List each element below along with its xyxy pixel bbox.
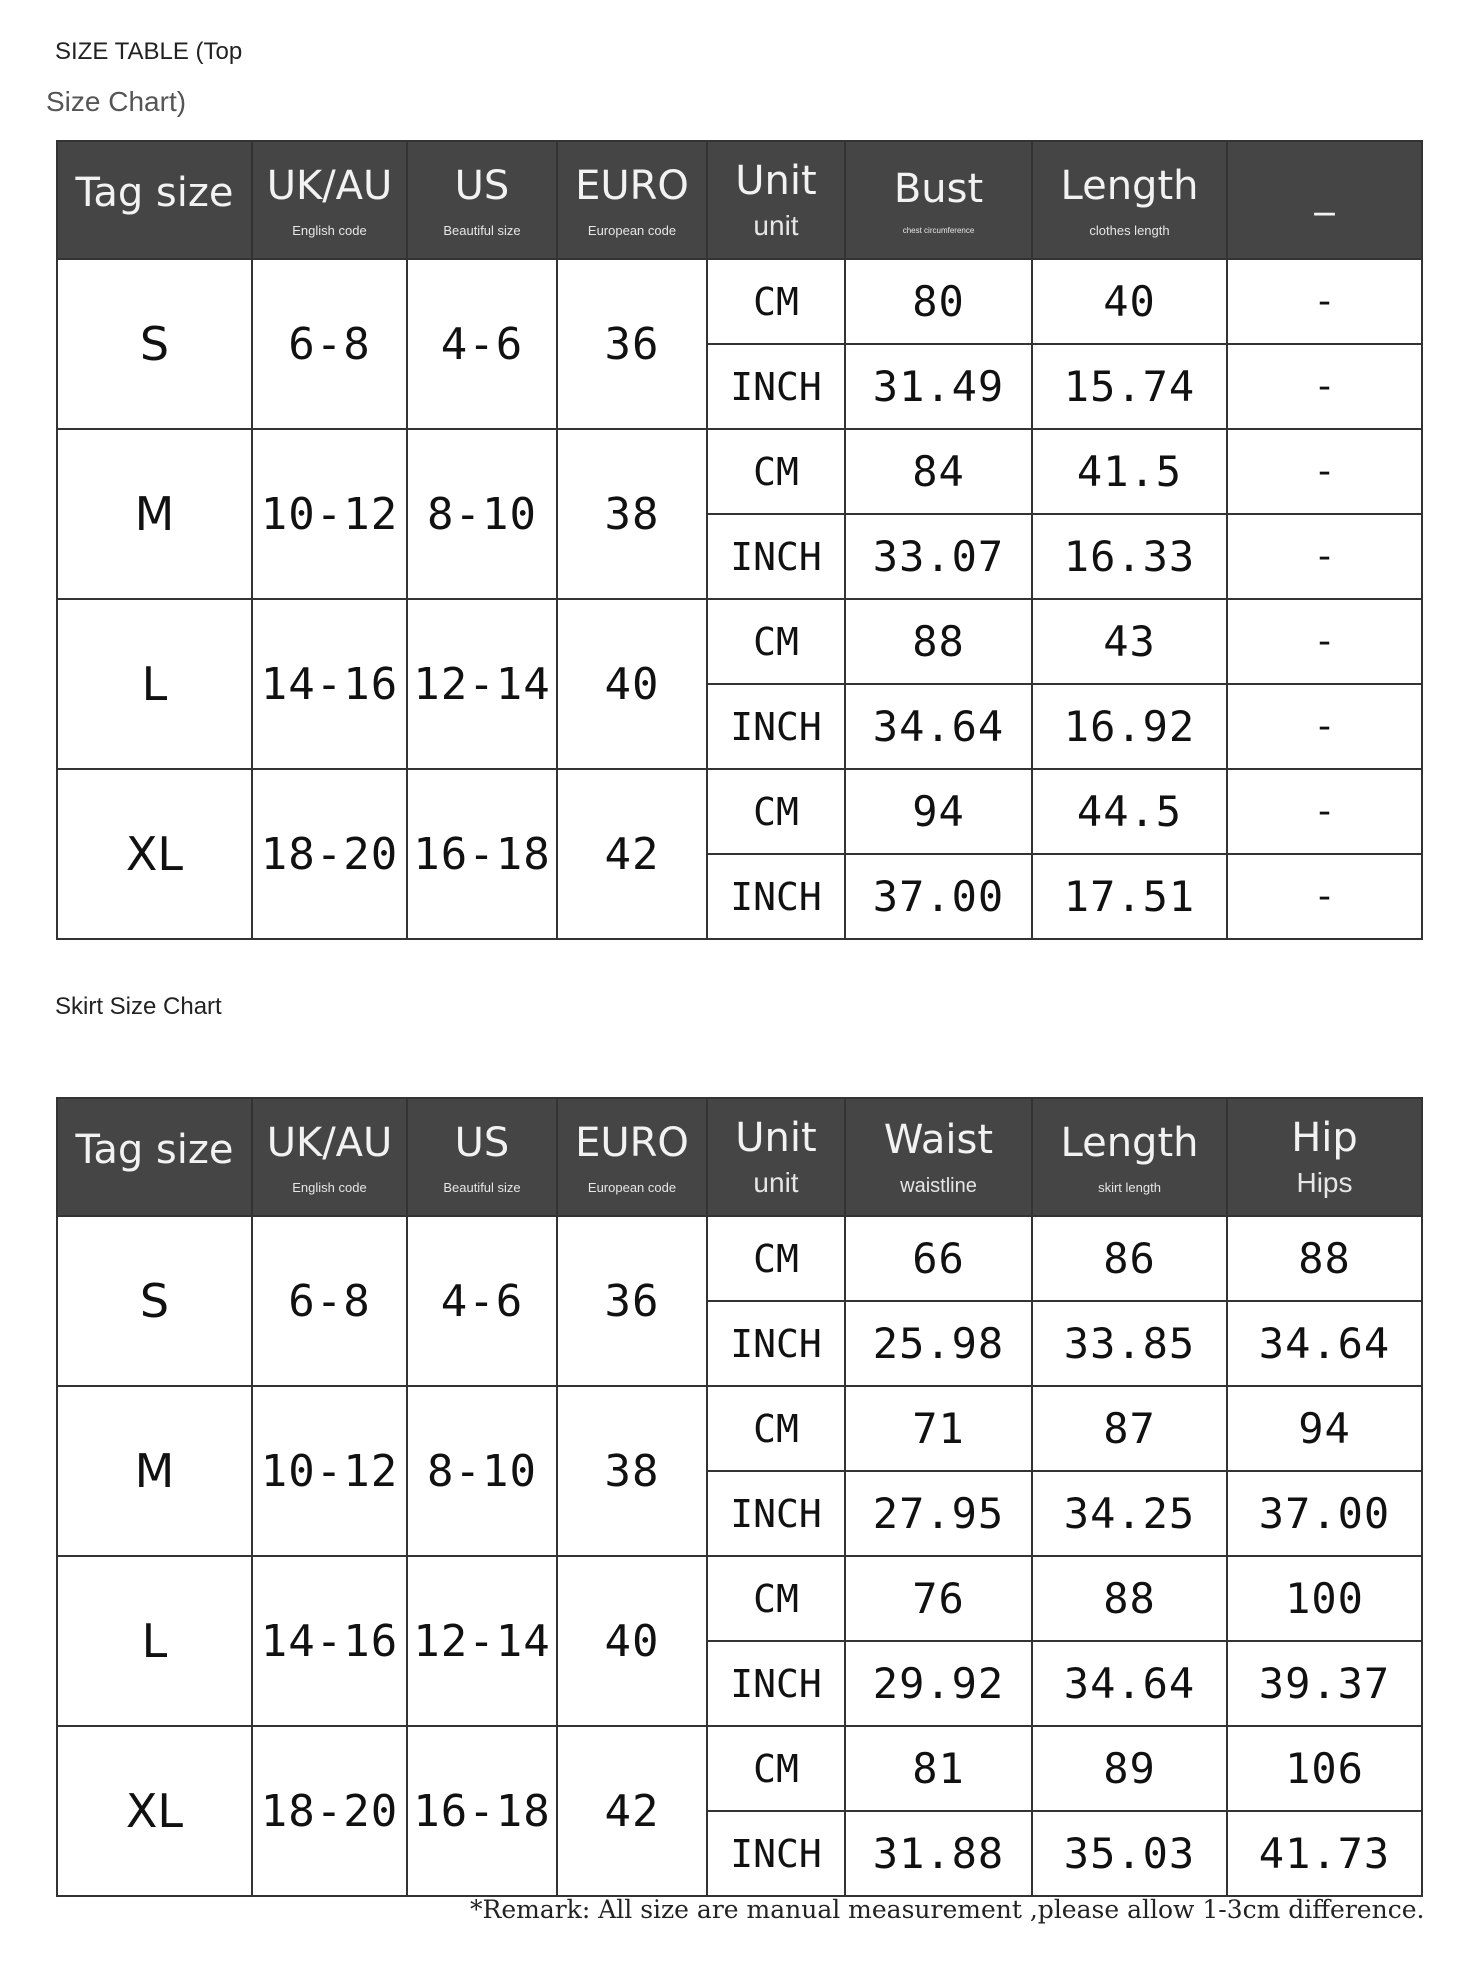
table-row xyxy=(57,599,1422,684)
euro-cell: 40 xyxy=(557,1556,707,1726)
measure-cell: 89 xyxy=(1032,1726,1227,1811)
us-cell: 8-10 xyxy=(407,1386,557,1556)
header-waist: Waist waistline xyxy=(845,1098,1032,1216)
measure-cell: - xyxy=(1227,854,1422,939)
euro-cell: 36 xyxy=(557,1216,707,1386)
measure-cell: 81 xyxy=(845,1726,1032,1811)
unit-cell: CM xyxy=(707,599,845,684)
skirt-size-table xyxy=(56,1097,1423,1897)
header-extra: _ xyxy=(1227,141,1422,259)
table-row xyxy=(57,1556,1422,1641)
uk-au-cell: 14-16 xyxy=(252,1556,407,1726)
header-row xyxy=(57,141,1422,259)
uk-au-cell: 10-12 xyxy=(252,429,407,599)
uk-au-cell: 10-12 xyxy=(252,1386,407,1556)
table-row xyxy=(57,769,1422,854)
measure-cell: 16.33 xyxy=(1032,514,1227,599)
skirt-table-body xyxy=(57,1216,1422,1896)
table-row xyxy=(57,259,1422,344)
measure-cell: 76 xyxy=(845,1556,1032,1641)
tag-size-cell: M xyxy=(57,429,252,599)
measure-cell: 15.74 xyxy=(1032,344,1227,429)
euro-cell: 36 xyxy=(557,259,707,429)
unit-cell: CM xyxy=(707,429,845,514)
unit-cell: CM xyxy=(707,1726,845,1811)
measure-cell: 106 xyxy=(1227,1726,1422,1811)
measure-cell: 84 xyxy=(845,429,1032,514)
measure-cell: 88 xyxy=(1227,1216,1422,1301)
unit-cell: CM xyxy=(707,769,845,854)
unit-cell: INCH xyxy=(707,1641,845,1726)
euro-cell: 42 xyxy=(557,769,707,939)
measure-cell: - xyxy=(1227,344,1422,429)
remark-note: *Remark: All size are manual measurement ,please allow 1-3cm difference. xyxy=(470,1895,1425,1924)
measure-cell: - xyxy=(1227,514,1422,599)
measure-cell: 34.64 xyxy=(845,684,1032,769)
measure-cell: 100 xyxy=(1227,1556,1422,1641)
us-cell: 8-10 xyxy=(407,429,557,599)
measure-cell: 88 xyxy=(845,599,1032,684)
header-us: US Beautiful size xyxy=(407,141,557,259)
header-length: Length clothes length xyxy=(1032,141,1227,259)
measure-cell: 33.85 xyxy=(1032,1301,1227,1386)
header-us: US Beautiful size xyxy=(407,1098,557,1216)
unit-cell: CM xyxy=(707,1556,845,1641)
table-row xyxy=(57,429,1422,514)
measure-cell: - xyxy=(1227,684,1422,769)
tag-size-cell: XL xyxy=(57,769,252,939)
measure-cell: 29.92 xyxy=(845,1641,1032,1726)
us-cell: 12-14 xyxy=(407,1556,557,1726)
measure-cell: 35.03 xyxy=(1032,1811,1227,1896)
unit-cell: INCH xyxy=(707,1471,845,1556)
header-uk-au: UK/AU English code xyxy=(252,141,407,259)
tag-size-cell: S xyxy=(57,259,252,429)
measure-cell: 17.51 xyxy=(1032,854,1227,939)
measure-cell: 87 xyxy=(1032,1386,1227,1471)
measure-cell: 43 xyxy=(1032,599,1227,684)
measure-cell: 31.49 xyxy=(845,344,1032,429)
tag-size-cell: XL xyxy=(57,1726,252,1896)
header-row xyxy=(57,1098,1422,1216)
uk-au-cell: 6-8 xyxy=(252,259,407,429)
top-size-chart-caption: Size Chart) xyxy=(46,86,187,117)
measure-cell: 44.5 xyxy=(1032,769,1227,854)
us-cell: 16-18 xyxy=(407,769,557,939)
unit-cell: CM xyxy=(707,1386,845,1471)
measure-cell: 31.88 xyxy=(845,1811,1032,1896)
measure-cell: 41.5 xyxy=(1032,429,1227,514)
measure-cell: 16.92 xyxy=(1032,684,1227,769)
top-size-table xyxy=(56,140,1423,940)
header-tag-size: Tag size xyxy=(57,1098,252,1216)
measure-cell: - xyxy=(1227,259,1422,344)
us-cell: 4-6 xyxy=(407,1216,557,1386)
measure-cell: 37.00 xyxy=(1227,1471,1422,1556)
euro-cell: 40 xyxy=(557,599,707,769)
measure-cell: 94 xyxy=(1227,1386,1422,1471)
unit-cell: INCH xyxy=(707,854,845,939)
measure-cell: - xyxy=(1227,599,1422,684)
us-cell: 12-14 xyxy=(407,599,557,769)
table-row xyxy=(57,1726,1422,1811)
header-bust: Bust chest circumference xyxy=(845,141,1032,259)
euro-cell: 38 xyxy=(557,429,707,599)
top-size-table-caption: SIZE TABLE (Top xyxy=(55,38,243,65)
measure-cell: 88 xyxy=(1032,1556,1227,1641)
measure-cell: 66 xyxy=(845,1216,1032,1301)
header-uk-au: UK/AU English code xyxy=(252,1098,407,1216)
table-row xyxy=(57,1386,1422,1471)
table-row xyxy=(57,1216,1422,1301)
unit-cell: CM xyxy=(707,1216,845,1301)
measure-cell: 39.37 xyxy=(1227,1641,1422,1726)
us-cell: 16-18 xyxy=(407,1726,557,1896)
measure-cell: 34.64 xyxy=(1227,1301,1422,1386)
uk-au-cell: 18-20 xyxy=(252,769,407,939)
tag-size-cell: S xyxy=(57,1216,252,1386)
uk-au-cell: 14-16 xyxy=(252,599,407,769)
measure-cell: 86 xyxy=(1032,1216,1227,1301)
header-hip: Hip Hips xyxy=(1227,1098,1422,1216)
header-euro: EURO European code xyxy=(557,1098,707,1216)
header-length: Length skirt length xyxy=(1032,1098,1227,1216)
header-unit: Unit unit xyxy=(707,141,845,259)
unit-cell: INCH xyxy=(707,344,845,429)
measure-cell: 27.95 xyxy=(845,1471,1032,1556)
measure-cell: - xyxy=(1227,429,1422,514)
measure-cell: - xyxy=(1227,769,1422,854)
header-euro: EURO European code xyxy=(557,141,707,259)
tag-size-cell: M xyxy=(57,1386,252,1556)
measure-cell: 34.25 xyxy=(1032,1471,1227,1556)
measure-cell: 37.00 xyxy=(845,854,1032,939)
unit-cell: INCH xyxy=(707,514,845,599)
unit-cell: INCH xyxy=(707,684,845,769)
header-tag-size: Tag size xyxy=(57,141,252,259)
measure-cell: 80 xyxy=(845,259,1032,344)
measure-cell: 94 xyxy=(845,769,1032,854)
unit-cell: INCH xyxy=(707,1811,845,1896)
measure-cell: 40 xyxy=(1032,259,1227,344)
measure-cell: 25.98 xyxy=(845,1301,1032,1386)
measure-cell: 41.73 xyxy=(1227,1811,1422,1896)
uk-au-cell: 6-8 xyxy=(252,1216,407,1386)
tag-size-cell: L xyxy=(57,599,252,769)
top-table-body xyxy=(57,259,1422,939)
uk-au-cell: 18-20 xyxy=(252,1726,407,1896)
euro-cell: 38 xyxy=(557,1386,707,1556)
measure-cell: 33.07 xyxy=(845,514,1032,599)
measure-cell: 34.64 xyxy=(1032,1641,1227,1726)
unit-cell: INCH xyxy=(707,1301,845,1386)
us-cell: 4-6 xyxy=(407,259,557,429)
measure-cell: 71 xyxy=(845,1386,1032,1471)
header-unit: Unit unit xyxy=(707,1098,845,1216)
unit-cell: CM xyxy=(707,259,845,344)
skirt-size-chart-caption: Skirt Size Chart xyxy=(55,993,222,1020)
tag-size-cell: L xyxy=(57,1556,252,1726)
euro-cell: 42 xyxy=(557,1726,707,1896)
